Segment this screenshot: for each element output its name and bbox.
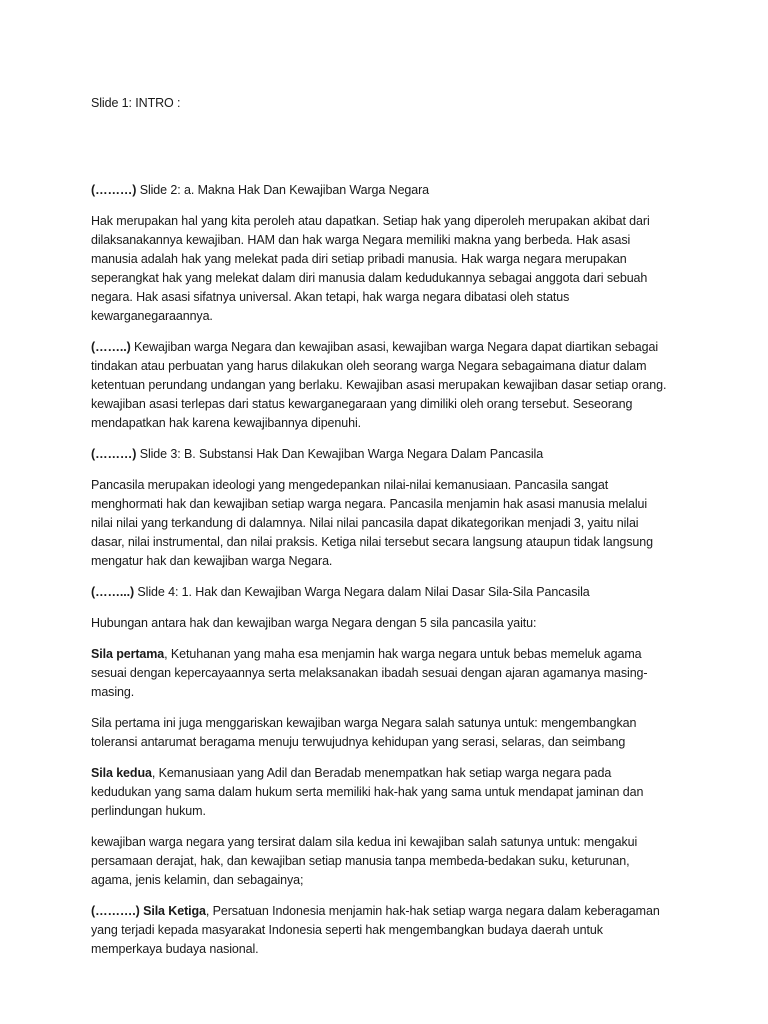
slide-2-marker: (………) — [91, 183, 137, 197]
paragraph-sila-kedua-kewajiban: kewajiban warga negara yang tersirat dalam sila kedua ini kewajiban salah satunya untuk: mengakui persamaan derajat, hak, dan kewajiban setiap manusia tanpa membeda-bedakan suku, keturunan, agama, jenis kelamin, dan sebagainya; — [91, 835, 638, 887]
document-page — [91, 94, 671, 971]
slide-3-heading — [91, 445, 671, 464]
paragraph-sila-pertama-kewajiban: Sila pertama ini juga menggariskan kewajiban warga Negara salah satunya untuk: mengembangkan toleransi antarumat beragama menuju terwujudnya kehidupan yang serasi, selaras, dan seimbang — [91, 716, 637, 749]
slide-4-heading-text: Slide 4: 1. Hak dan Kewajiban Warga Negara dalam Nilai Dasar Sila-Sila Pancasila — [134, 585, 590, 599]
sila-kedua-paragraph — [91, 764, 671, 821]
slide-3-heading-text: Slide 3: B. Substansi Hak Dan Kewajiban Warga Negara Dalam Pancasila — [136, 447, 544, 461]
paragraph-pancasila: Pancasila merupakan ideologi yang mengedepankan nilai-nilai kemanusiaan. Pancasila sangat menghormati hak dan kewajiban setiap warga negara. Pancasila menjamin hak asasi manusia melalui nilai nilai yang terkandung di dalamnya. Nilai nilai pancasila dapat dikategorikan menjadi 3, yaitu nilai dasar, nilai instrumental, dan nilai praksis. Ketiga nilai tersebut secara langsung ataupun tidak langsung mengatur hak dan kewajiban warga Negara. — [91, 478, 653, 568]
sila-kedua-text: , Kemanusiaan yang Adil dan Beradab menempatkan hak setiap warga negara pada kedudukan yang sama dalam hukum serta memiliki hak-hak yang sama untuk mendapat jaminan dan perlindungan hukum. — [91, 766, 644, 818]
sila-ketiga-text: , Persatuan Indonesia menjamin hak-hak setiap warga negara dalam keberagaman yang terjadi kepada masyarakat Indonesia seperti hak mengembangkan budaya daerah untuk memperkaya budaya nasional. — [91, 904, 660, 956]
paragraph-hubungan: Hubungan antara hak dan kewajiban warga Negara dengan 5 sila pancasila yaitu: — [91, 616, 537, 630]
slide-3-marker: (………) — [91, 447, 137, 461]
paragraph-kewajiban-text: Kewajiban warga Negara dan kewajiban asasi, kewajiban warga Negara dapat diartikan sebagai tindakan atau perbuatan yang harus dilakukan oleh seorang warga Negara sebagaimana diatur dalam ketentuan perundang undangan yang berlaku. Kewajiban asasi merupakan kewajiban dasar setiap orang. kewajiban asasi terlepas dari status kewarganegaraan yang dimiliki oleh orang tersebut. Seseorang mendapatkan hak karena kewajibannya dipenuhi. — [91, 340, 667, 430]
sila-pertama-paragraph — [91, 645, 671, 702]
paragraph-kewajiban-marker: (……..) — [91, 340, 131, 354]
paragraph-hak: Hak merupakan hal yang kita peroleh atau dapatkan. Setiap hak yang diperoleh merupakan akibat dari dilaksanakannya kewajiban. HAM dan hak warga Negara memiliki makna yang berbeda. Hak asasi manusia adalah hak yang melekat pada diri setiap pribadi manusia. Hak warga negara merupakan seperangkat hak yang melekat dalam diri manusia dalam kedudukannya sebagai anggota dari sebuah negara. Hak asasi sifatnya universal. Akan tetapi, hak warga negara dibatasi oleh status kewarganegaraannya. — [91, 214, 650, 323]
slide-2-heading-text: Slide 2: a. Makna Hak Dan Kewajiban Warga Negara — [136, 183, 430, 197]
sila-pertama-label: Sila pertama — [91, 647, 165, 661]
sila-ketiga-label: Sila Ketiga — [143, 904, 206, 918]
intro-line: Slide 1: INTRO : — [91, 96, 181, 110]
slide-4-heading — [91, 583, 671, 602]
sila-ketiga-paragraph — [91, 902, 671, 959]
sila-kedua-label: Sila kedua — [91, 766, 152, 780]
sila-ketiga-marker: (……….) — [91, 904, 144, 918]
sila-pertama-text: , Ketuhanan yang maha esa menjamin hak warga negara untuk bebas memeluk agama sesuai dengan kepercayaannya serta melaksanakan ibadah sesuai dengan ajaran agamanya masing-masing. — [91, 647, 648, 699]
slide-4-marker: (……...) — [91, 585, 135, 599]
paragraph-kewajiban — [91, 338, 671, 433]
slide-2-heading — [91, 181, 671, 200]
